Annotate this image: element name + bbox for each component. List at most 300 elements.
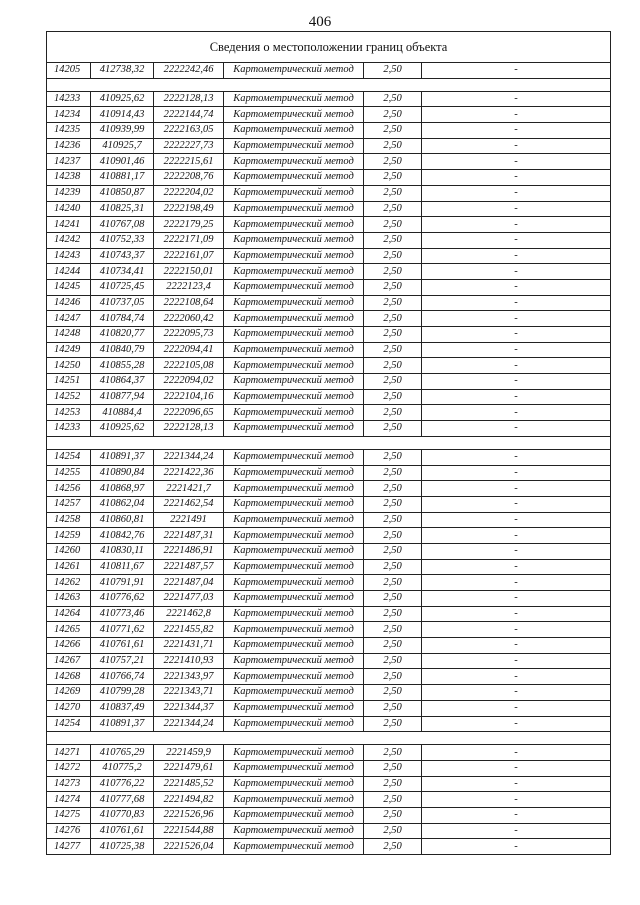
point-number-cell: 14233 [47, 91, 91, 107]
point-number-cell: 14257 [47, 496, 91, 512]
accuracy-cell: 2,50 [364, 311, 422, 327]
y-coordinate-cell: 2221485,52 [154, 776, 224, 792]
description-cell: - [422, 232, 611, 248]
y-coordinate-cell: 2222094,02 [154, 374, 224, 390]
table-row [47, 760, 611, 776]
y-coordinate-cell: 2221544,88 [154, 823, 224, 839]
x-coordinate-cell: 410925,7 [91, 138, 154, 154]
y-coordinate-cell: 2221343,71 [154, 685, 224, 701]
method-cell: Картометрический метод [224, 528, 364, 544]
x-coordinate-cell: 410773,46 [91, 606, 154, 622]
x-coordinate-cell: 410891,37 [91, 716, 154, 732]
point-number-cell: 14235 [47, 123, 91, 139]
x-coordinate-cell: 410881,17 [91, 170, 154, 186]
method-cell: Картометрический метод [224, 327, 364, 343]
accuracy-cell: 2,50 [364, 622, 422, 638]
method-cell: Картометрический метод [224, 248, 364, 264]
description-cell: - [422, 716, 611, 732]
y-coordinate-cell: 2222128,13 [154, 91, 224, 107]
x-coordinate-cell: 410766,74 [91, 669, 154, 685]
point-number-cell: 14245 [47, 279, 91, 295]
point-number-cell: 14265 [47, 622, 91, 638]
y-coordinate-cell: 2221479,61 [154, 760, 224, 776]
x-coordinate-cell: 410884,4 [91, 405, 154, 421]
y-coordinate-cell: 2222163,05 [154, 123, 224, 139]
description-cell: - [422, 358, 611, 374]
description-cell: - [422, 185, 611, 201]
table-row [47, 792, 611, 808]
point-number-cell: 14261 [47, 559, 91, 575]
method-cell: Картометрический метод [224, 217, 364, 233]
accuracy-cell: 2,50 [364, 823, 422, 839]
point-number-cell: 14263 [47, 591, 91, 607]
table-row [47, 543, 611, 559]
description-cell: - [422, 63, 611, 79]
accuracy-cell: 2,50 [364, 327, 422, 343]
y-coordinate-cell: 2222161,07 [154, 248, 224, 264]
accuracy-cell: 2,50 [364, 543, 422, 559]
description-cell: - [422, 700, 611, 716]
accuracy-cell: 2,50 [364, 591, 422, 607]
accuracy-cell: 2,50 [364, 700, 422, 716]
description-cell: - [422, 638, 611, 654]
y-coordinate-cell: 2221491 [154, 512, 224, 528]
description-cell: - [422, 389, 611, 405]
method-cell: Картометрический метод [224, 685, 364, 701]
accuracy-cell: 2,50 [364, 512, 422, 528]
description-cell: - [422, 622, 611, 638]
accuracy-cell: 2,50 [364, 389, 422, 405]
x-coordinate-cell: 410757,21 [91, 653, 154, 669]
description-cell: - [422, 465, 611, 481]
x-coordinate-cell: 410925,62 [91, 91, 154, 107]
table-row [47, 839, 611, 855]
description-cell: - [422, 512, 611, 528]
boundary-sheet [46, 31, 610, 855]
y-coordinate-cell: 2222095,73 [154, 327, 224, 343]
accuracy-cell: 2,50 [364, 374, 422, 390]
method-cell: Картометрический метод [224, 449, 364, 465]
y-coordinate-cell: 2222242,46 [154, 63, 224, 79]
y-coordinate-cell: 2221431,71 [154, 638, 224, 654]
method-cell: Картометрический метод [224, 807, 364, 823]
accuracy-cell: 2,50 [364, 669, 422, 685]
accuracy-cell: 2,50 [364, 792, 422, 808]
description-cell: - [422, 201, 611, 217]
table-caption: Сведения о местоположении границ объекта [47, 32, 611, 63]
x-coordinate-cell: 410761,61 [91, 823, 154, 839]
x-coordinate-cell: 412738,32 [91, 63, 154, 79]
accuracy-cell: 2,50 [364, 217, 422, 233]
y-coordinate-cell: 2221421,7 [154, 481, 224, 497]
table-row [47, 138, 611, 154]
table-row [47, 638, 611, 654]
accuracy-cell: 2,50 [364, 638, 422, 654]
description-cell: - [422, 248, 611, 264]
table-row [47, 512, 611, 528]
method-cell: Картометрический метод [224, 138, 364, 154]
point-number-cell: 14276 [47, 823, 91, 839]
x-coordinate-cell: 410734,41 [91, 264, 154, 280]
x-coordinate-cell: 410855,28 [91, 358, 154, 374]
point-number-cell: 14267 [47, 653, 91, 669]
y-coordinate-cell: 2222208,76 [154, 170, 224, 186]
method-cell: Картометрический метод [224, 653, 364, 669]
description-cell: - [422, 295, 611, 311]
point-number-cell: 14268 [47, 669, 91, 685]
point-number-cell: 14274 [47, 792, 91, 808]
accuracy-cell: 2,50 [364, 123, 422, 139]
y-coordinate-cell: 2221410,93 [154, 653, 224, 669]
description-cell: - [422, 481, 611, 497]
table-row [47, 575, 611, 591]
table-row [47, 405, 611, 421]
description-cell: - [422, 279, 611, 295]
x-coordinate-cell: 410725,38 [91, 839, 154, 855]
table-row [47, 745, 611, 761]
table-row [47, 528, 611, 544]
table-row [47, 449, 611, 465]
accuracy-cell: 2,50 [364, 760, 422, 776]
table-row [47, 622, 611, 638]
description-cell: - [422, 669, 611, 685]
method-cell: Картометрический метод [224, 591, 364, 607]
table-row [47, 123, 611, 139]
accuracy-cell: 2,50 [364, 685, 422, 701]
group-separator [47, 78, 611, 91]
point-number-cell: 14273 [47, 776, 91, 792]
y-coordinate-cell: 2221487,04 [154, 575, 224, 591]
description-cell: - [422, 776, 611, 792]
x-coordinate-cell: 410784,74 [91, 311, 154, 327]
x-coordinate-cell: 410860,81 [91, 512, 154, 528]
table-row [47, 264, 611, 280]
method-cell: Картометрический метод [224, 91, 364, 107]
point-number-cell: 14270 [47, 700, 91, 716]
point-number-cell: 14260 [47, 543, 91, 559]
description-cell: - [422, 760, 611, 776]
table-row [47, 823, 611, 839]
y-coordinate-cell: 2222144,74 [154, 107, 224, 123]
method-cell: Картометрический метод [224, 405, 364, 421]
group-separator [47, 732, 611, 745]
method-cell: Картометрический метод [224, 279, 364, 295]
method-cell: Картометрический метод [224, 760, 364, 776]
x-coordinate-cell: 410890,84 [91, 465, 154, 481]
table-row [47, 685, 611, 701]
accuracy-cell: 2,50 [364, 264, 422, 280]
accuracy-cell: 2,50 [364, 575, 422, 591]
y-coordinate-cell: 2221486,91 [154, 543, 224, 559]
y-coordinate-cell: 2222204,02 [154, 185, 224, 201]
point-number-cell: 14253 [47, 405, 91, 421]
x-coordinate-cell: 410939,99 [91, 123, 154, 139]
table-row [47, 653, 611, 669]
point-number-cell: 14249 [47, 342, 91, 358]
description-cell: - [422, 575, 611, 591]
point-number-cell: 14237 [47, 154, 91, 170]
description-cell: - [422, 264, 611, 280]
x-coordinate-cell: 410737,05 [91, 295, 154, 311]
x-coordinate-cell: 410776,62 [91, 591, 154, 607]
table-row [47, 559, 611, 575]
point-number-cell: 14234 [47, 107, 91, 123]
group-separator-row [47, 732, 611, 745]
accuracy-cell: 2,50 [364, 91, 422, 107]
point-number-cell: 14233 [47, 421, 91, 437]
description-cell: - [422, 449, 611, 465]
method-cell: Картометрический метод [224, 295, 364, 311]
method-cell: Картометрический метод [224, 201, 364, 217]
method-cell: Картометрический метод [224, 170, 364, 186]
point-number-cell: 14239 [47, 185, 91, 201]
x-coordinate-cell: 410761,61 [91, 638, 154, 654]
accuracy-cell: 2,50 [364, 185, 422, 201]
table-row [47, 716, 611, 732]
page-number: 406 [308, 14, 332, 30]
description-cell: - [422, 653, 611, 669]
description-cell: - [422, 792, 611, 808]
x-coordinate-cell: 410752,33 [91, 232, 154, 248]
x-coordinate-cell: 410765,29 [91, 745, 154, 761]
point-number-cell: 14254 [47, 716, 91, 732]
point-number-cell: 14256 [47, 481, 91, 497]
y-coordinate-cell: 2222150,01 [154, 264, 224, 280]
description-cell: - [422, 327, 611, 343]
point-number-cell: 14243 [47, 248, 91, 264]
x-coordinate-cell: 410901,46 [91, 154, 154, 170]
table-row [47, 389, 611, 405]
y-coordinate-cell: 2221344,37 [154, 700, 224, 716]
method-cell: Картометрический метод [224, 496, 364, 512]
method-cell: Картометрический метод [224, 716, 364, 732]
point-number-cell: 14250 [47, 358, 91, 374]
method-cell: Картометрический метод [224, 559, 364, 575]
y-coordinate-cell: 2221343,97 [154, 669, 224, 685]
table-row [47, 776, 611, 792]
y-coordinate-cell: 2221344,24 [154, 716, 224, 732]
x-coordinate-cell: 410825,31 [91, 201, 154, 217]
description-cell: - [422, 311, 611, 327]
method-cell: Картометрический метод [224, 622, 364, 638]
accuracy-cell: 2,50 [364, 107, 422, 123]
method-cell: Картометрический метод [224, 264, 364, 280]
table-row [47, 279, 611, 295]
method-cell: Картометрический метод [224, 776, 364, 792]
accuracy-cell: 2,50 [364, 421, 422, 437]
table-row [47, 154, 611, 170]
method-cell: Картометрический метод [224, 745, 364, 761]
y-coordinate-cell: 2222105,08 [154, 358, 224, 374]
x-coordinate-cell: 410811,67 [91, 559, 154, 575]
x-coordinate-cell: 410862,04 [91, 496, 154, 512]
point-number-cell: 14254 [47, 449, 91, 465]
x-coordinate-cell: 410771,62 [91, 622, 154, 638]
method-cell: Картометрический метод [224, 792, 364, 808]
accuracy-cell: 2,50 [364, 559, 422, 575]
point-number-cell: 14248 [47, 327, 91, 343]
accuracy-cell: 2,50 [364, 232, 422, 248]
method-cell: Картометрический метод [224, 63, 364, 79]
y-coordinate-cell: 2221487,31 [154, 528, 224, 544]
description-cell: - [422, 496, 611, 512]
x-coordinate-cell: 410850,87 [91, 185, 154, 201]
accuracy-cell: 2,50 [364, 358, 422, 374]
method-cell: Картометрический метод [224, 823, 364, 839]
table-row [47, 107, 611, 123]
point-number-cell: 14264 [47, 606, 91, 622]
accuracy-cell: 2,50 [364, 154, 422, 170]
accuracy-cell: 2,50 [364, 63, 422, 79]
y-coordinate-cell: 2221487,57 [154, 559, 224, 575]
description-cell: - [422, 91, 611, 107]
description-cell: - [422, 405, 611, 421]
method-cell: Картометрический метод [224, 358, 364, 374]
y-coordinate-cell: 2221526,04 [154, 839, 224, 855]
point-number-cell: 14258 [47, 512, 91, 528]
group-separator-row [47, 78, 611, 91]
table-row [47, 217, 611, 233]
description-cell: - [422, 138, 611, 154]
method-cell: Картометрический метод [224, 669, 364, 685]
x-coordinate-cell: 410767,08 [91, 217, 154, 233]
point-number-cell: 14277 [47, 839, 91, 855]
y-coordinate-cell: 2221344,24 [154, 449, 224, 465]
accuracy-cell: 2,50 [364, 449, 422, 465]
method-cell: Картометрический метод [224, 700, 364, 716]
x-coordinate-cell: 410743,37 [91, 248, 154, 264]
y-coordinate-cell: 2221462,54 [154, 496, 224, 512]
accuracy-cell: 2,50 [364, 653, 422, 669]
accuracy-cell: 2,50 [364, 138, 422, 154]
accuracy-cell: 2,50 [364, 481, 422, 497]
y-coordinate-cell: 2222094,41 [154, 342, 224, 358]
y-coordinate-cell: 2222060,42 [154, 311, 224, 327]
description-cell: - [422, 107, 611, 123]
method-cell: Картометрический метод [224, 123, 364, 139]
x-coordinate-cell: 410799,28 [91, 685, 154, 701]
x-coordinate-cell: 410914,43 [91, 107, 154, 123]
method-cell: Картометрический метод [224, 374, 364, 390]
method-cell: Картометрический метод [224, 154, 364, 170]
accuracy-cell: 2,50 [364, 295, 422, 311]
x-coordinate-cell: 410837,49 [91, 700, 154, 716]
x-coordinate-cell: 410770,83 [91, 807, 154, 823]
y-coordinate-cell: 2221462,8 [154, 606, 224, 622]
point-number-cell: 14272 [47, 760, 91, 776]
method-cell: Картометрический метод [224, 543, 364, 559]
y-coordinate-cell: 2222123,4 [154, 279, 224, 295]
y-coordinate-cell: 2221455,82 [154, 622, 224, 638]
x-coordinate-cell: 410891,37 [91, 449, 154, 465]
table-row [47, 481, 611, 497]
group-separator [47, 436, 611, 449]
description-cell: - [422, 559, 611, 575]
x-coordinate-cell: 410830,11 [91, 543, 154, 559]
x-coordinate-cell: 410777,68 [91, 792, 154, 808]
y-coordinate-cell: 2222179,25 [154, 217, 224, 233]
y-coordinate-cell: 2222096,65 [154, 405, 224, 421]
method-cell: Картометрический метод [224, 606, 364, 622]
y-coordinate-cell: 2221459,9 [154, 745, 224, 761]
point-number-cell: 14252 [47, 389, 91, 405]
table-row [47, 91, 611, 107]
table-row [47, 185, 611, 201]
table-row [47, 170, 611, 186]
table-row [47, 232, 611, 248]
x-coordinate-cell: 410725,45 [91, 279, 154, 295]
accuracy-cell: 2,50 [364, 201, 422, 217]
point-number-cell: 14205 [47, 63, 91, 79]
x-coordinate-cell: 410776,22 [91, 776, 154, 792]
accuracy-cell: 2,50 [364, 279, 422, 295]
description-cell: - [422, 543, 611, 559]
y-coordinate-cell: 2222227,73 [154, 138, 224, 154]
x-coordinate-cell: 410842,76 [91, 528, 154, 544]
method-cell: Картометрический метод [224, 421, 364, 437]
description-cell: - [422, 745, 611, 761]
method-cell: Картометрический метод [224, 638, 364, 654]
y-coordinate-cell: 2221494,82 [154, 792, 224, 808]
description-cell: - [422, 217, 611, 233]
point-number-cell: 14238 [47, 170, 91, 186]
y-coordinate-cell: 2221422,36 [154, 465, 224, 481]
point-number-cell: 14247 [47, 311, 91, 327]
table-row [47, 327, 611, 343]
point-number-cell: 14255 [47, 465, 91, 481]
table-row [47, 63, 611, 79]
x-coordinate-cell: 410877,94 [91, 389, 154, 405]
description-cell: - [422, 374, 611, 390]
table-row [47, 465, 611, 481]
x-coordinate-cell: 410868,97 [91, 481, 154, 497]
x-coordinate-cell: 410864,37 [91, 374, 154, 390]
method-cell: Картометрический метод [224, 311, 364, 327]
table-row [47, 669, 611, 685]
description-cell: - [422, 823, 611, 839]
description-cell: - [422, 685, 611, 701]
table-caption-row [47, 32, 611, 63]
table-row [47, 201, 611, 217]
method-cell: Картометрический метод [224, 389, 364, 405]
y-coordinate-cell: 2222171,09 [154, 232, 224, 248]
y-coordinate-cell: 2222104,16 [154, 389, 224, 405]
x-coordinate-cell: 410791,91 [91, 575, 154, 591]
method-cell: Картометрический метод [224, 465, 364, 481]
y-coordinate-cell: 2221477,03 [154, 591, 224, 607]
description-cell: - [422, 591, 611, 607]
description-cell: - [422, 342, 611, 358]
accuracy-cell: 2,50 [364, 606, 422, 622]
table-row [47, 311, 611, 327]
y-coordinate-cell: 2222128,13 [154, 421, 224, 437]
point-number-cell: 14266 [47, 638, 91, 654]
method-cell: Картометрический метод [224, 839, 364, 855]
point-number-cell: 14246 [47, 295, 91, 311]
y-coordinate-cell: 2221526,96 [154, 807, 224, 823]
method-cell: Картометрический метод [224, 185, 364, 201]
point-number-cell: 14262 [47, 575, 91, 591]
accuracy-cell: 2,50 [364, 405, 422, 421]
accuracy-cell: 2,50 [364, 716, 422, 732]
accuracy-cell: 2,50 [364, 342, 422, 358]
description-cell: - [422, 606, 611, 622]
table-row [47, 421, 611, 437]
point-number-cell: 14236 [47, 138, 91, 154]
description-cell: - [422, 154, 611, 170]
x-coordinate-cell: 410775,2 [91, 760, 154, 776]
method-cell: Картометрический метод [224, 481, 364, 497]
